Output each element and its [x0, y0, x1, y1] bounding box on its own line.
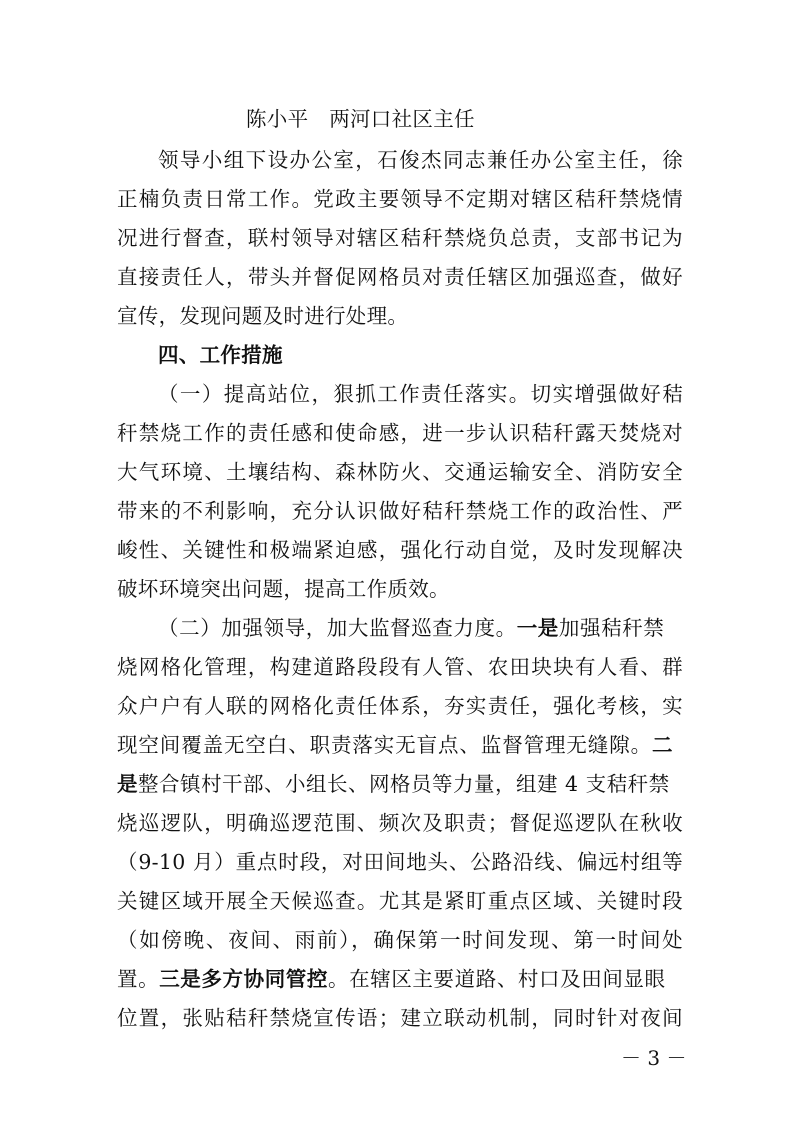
- text-line: 带来的不利影响，充分认识做好秸秆禁烧工作的政治性、严: [117, 499, 683, 523]
- text-line: （9-10 月）重点时段，对田间地头、公路沿线、偏远村组等: [117, 850, 683, 874]
- text-line: 大气环境、土壤结构、森林防火、交通运输安全、消防安全: [117, 460, 683, 484]
- text-line: [117, 770, 683, 798]
- text-line: 位置，张贴秸秆禁烧宣传语；建立联动机制，同时针对夜间: [117, 1006, 683, 1030]
- bold-marker: 一是: [516, 616, 559, 640]
- text-line: [117, 731, 683, 759]
- text-segment: 加强秸秆禁: [558, 616, 665, 640]
- text-line: [117, 965, 683, 993]
- text-line: （一）提高站位，狠抓工作责任落实。切实增强做好秸: [158, 382, 683, 406]
- text-line: 直接责任人，带头并督促网格员对责任辖区加强巡查，做好: [117, 265, 683, 289]
- text-line: 众户户有人联的网格化责任体系，夯实责任，强化考核，实: [117, 694, 683, 718]
- bold-marker: 二: [652, 733, 674, 757]
- text-segment: 整合镇村干部、小组长、网格员等力量，组建 4 支秸秆禁: [138, 772, 670, 796]
- text-segment: 现空间覆盖无空白、职责落实无盲点、监督管理无缝隙。: [117, 733, 652, 757]
- text-line: 领导小组下设办公室，石俊杰同志兼任办公室主任，徐: [158, 148, 683, 172]
- text-segment: 。在辖区主要道路、村口及田间显眼: [328, 967, 666, 991]
- text-line: 关键区域开展全天候巡查。尤其是紧盯重点区域、关键时段: [117, 889, 683, 913]
- text-line: （如傍晚、夜间、雨前），确保第一时间发现、第一时间处: [117, 928, 683, 952]
- bold-marker: 三是多方协同管控: [159, 967, 329, 991]
- text-line: 秆禁烧工作的责任感和使命感，进一步认识秸秆露天焚烧对: [117, 421, 683, 445]
- text-line: 烧网格化管理，构建道路段段有人管、农田块块有人看、群: [117, 655, 683, 679]
- text-line: 破坏环境突出问题，提高工作质效。: [117, 577, 450, 601]
- page-number: － 3 －: [621, 1046, 687, 1070]
- text-line: 况进行督查，联村领导对辖区秸秆禁烧负总责，支部书记为: [117, 226, 683, 250]
- text-line: 烧巡逻队，明确巡逻范围、频次及职责；督促巡逻队在秋收: [117, 811, 683, 835]
- subheading-text: （二）加强领导，加大监督巡查力度。: [158, 616, 517, 640]
- section-heading: 四、工作措施: [158, 343, 283, 367]
- text-line: [158, 614, 683, 642]
- bold-marker: 是: [117, 772, 138, 796]
- text-segment: 置。: [117, 967, 160, 991]
- text-line: 峻性、关键性和极端紧迫感，强化行动自觉，及时发现解决: [117, 538, 683, 562]
- text-line: 宣传，发现问题及时进行处理。: [117, 304, 409, 328]
- text-line: 正楠负责日常工作。党政主要领导不定期对辖区秸秆禁烧情: [117, 187, 683, 211]
- signature-line: 陈小平 两河口社区主任: [246, 107, 475, 131]
